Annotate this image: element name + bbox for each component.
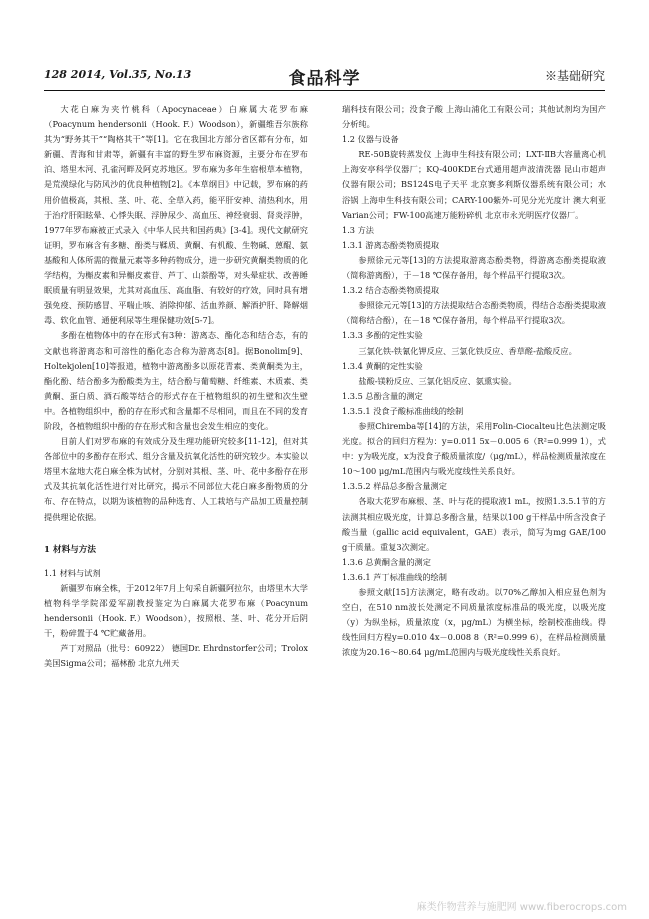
heading-1-3-1: 1.3.1 游离态酚类物质提取 <box>342 239 440 250</box>
heading-1-3-6-1: 1.3.6.1 芦丁标准曲线的绘制 <box>342 571 447 582</box>
header-rule <box>44 90 605 91</box>
page-header <box>44 66 605 88</box>
reagents-paragraph: 芦丁对照品（批号：60922） 德国Dr. Ehrdnstorfer公司；Trolox 美国Sigma公司；福林酚 北京九州天 <box>44 643 308 669</box>
paragraph-1-3-4: 盐酸-镁粉反应、三氯化铝反应、氨熏实验。 <box>358 375 517 386</box>
section-label: ※基础研究 <box>544 69 605 83</box>
intro-paragraph-2: 多酚在植物体中的存在形式有3种：游离态、酯化态和结合态，有的文献也将游离态和可溶性的酯化态合称为游离态[8]。据Bonolim[9]、Holtekjolen[10]等报道，植物中游离酚多以原花青素、类黄酮类为主，酯化酚、结合酚多为酚酸类为主，结合酚与葡萄糖、纤维素、木质素、类黄酮、蛋白质、酒石酸等结合的形式存在于植物组织的初生壁和次生壁中。各植物组织中，酚的存在形式和含量都不尽相同，而且在不同的发育阶段，各植物组织中酚的存在形式和含量也会发生相应的变化。 <box>44 330 308 431</box>
journal-title: 食品科学 <box>288 69 361 89</box>
instruments-paragraph: RE-50B旋转蒸发仪 上海申生科技有限公司；LXT-ⅡB大容量离心机 上海安亭科学仪器厂；KQ-400KDE台式通用超声波清洗器 昆山市超声仪器有限公司；BS124S电子天平 北京赛多利斯仪器系统有限公司；水浴锅 上海申生科技有限公司；CARY-100紫外-可见分光光度计 澳大利亚Varian公司；FW-100高速万能粉碎机 北京市永光明医疗仪器厂。 <box>342 149 606 220</box>
materials-paragraph: 新疆罗布麻全株，于2012年7月上旬采自新疆阿拉尔，由塔里木大学植物科学学院邵爱军副教授鉴定为白麻属大花罗布麻（Poacynum hendersonii（Hook. F.）Woodson），按照根、茎、叶、花分开后阴干，粉碎置于4 ℃贮藏备用。 <box>44 582 308 639</box>
right-column <box>342 102 606 660</box>
paragraph-1-3-6-1: 参照文献[15]方法测定，略有改动。以70%乙醇加入相应显色剂为空白，在510 nm波长处测定不同质量浓度标准品的吸光度，以吸光度（y）为纵坐标，质量浓度（x，μg/mL）为横坐标，绘制校准曲线。得线性回归方程y=0.010 4x－0.008 8（R²=0.999 6），在样品检测质量浓度为20.16～80.64 μg/mL范围内与吸光度线性关系良好。 <box>342 587 606 658</box>
heading-1-3-5: 1.3.5 总酚含量的测定 <box>342 390 423 401</box>
intro-paragraph-1: 大花白麻为夹竹桃科（Apocynaceae）白麻属大花罗布麻（Poacynum hendersonii（Hook. F.）Woodson），新疆维吾尔族称其为“野务其干”“陶格其干”等[1]。它在我国北方部分省区都有分布，如新疆、青海和甘肃等，新疆有丰富的野生罗布麻资源，主要分布在罗布泊、塔里木河、孔雀河畔及阿克苏地区。罗布麻为多年生宿根草本植物，是荒漠绿化与防风沙的优良种植物[2]。《本草纲目》中记载，罗布麻的药用价值极高，其根、茎、叶、花、全草入药，能平肝安神、清热利水，用于治疗肝阳眩晕、心悸失眠、浮肿尿少、高血压、神经衰弱、肾炎浮肿，1977年罗布麻被正式录入《中华人民共和国药典》[3-4]。现代文献研究证明，罗布麻含有多糖、酚类与鞣质、黄酮、有机酸、生物碱、蒽醌、氨基酸和人体所需的微量元素等多种药物成分，进一步研究黄酮类物质的化学结构，为槲皮素和异槲皮素苷、芦丁、山萘酚等，对头晕症状、改善睡眠质量有明显效果，尤其对高血压、高血脂、有较好的疗效，同时具有增强免疫、预防感冒、平喘止咳、消除抑郁、活血养颜、解酒护肝、降解烟毒、软化血管、通便利尿等生理保健功效[5-7]。 <box>44 104 308 326</box>
heading-1-3-5-2: 1.3.5.2 样品总多酚含量测定 <box>342 481 447 492</box>
paragraph-1-3-5-2: 各取大花罗布麻根、茎、叶与花的提取液1 mL，按照1.3.5.1节的方法测其相应吸光度，计算总多酚含量，结果以100 g干样品中所含没食子酸当量（gallic acid equivalent，GAE）表示，简写为mg GAE/100 g干质量。重复3次测定。 <box>342 496 606 552</box>
heading-1-3-3: 1.3.3 多酚的定性实验 <box>342 330 423 341</box>
heading-1-3-4: 1.3.4 黄酮的定性实验 <box>342 360 423 371</box>
paragraph-1-3-1: 参照徐元元等[13]的方法提取游离态酚类物，得游离态酚类提取液（简称游离酚），于－18 ℃保存备用，每个样品平行提取3次。 <box>342 254 606 281</box>
paragraph-1-3-5-1: 参照Chiremba等[14]的方法，采用Folin-Ciocalteu比色法测定吸光度。拟合的回归方程为：y=0.011 5x－0.005 6（R²=0.999 1），式中：y为吸光度，x为没食子酸质量浓度/（μg/mL），样品检测质量浓度在10～100 μg/mL范围内与吸光度线性关系良好。 <box>342 420 606 477</box>
paragraph-1-3-2: 参照徐元元等[13]的方法提取结合态酚类物质，得结合态酚类提取液（简称结合酚），在－18 ℃保存备用，每个样品平行提取3次。 <box>342 300 606 326</box>
subsection-heading-1-1: 1.1 材料与试剂 <box>44 567 101 578</box>
heading-1-3-5-1: 1.3.5.1 没食子酸标准曲线的绘制 <box>342 405 464 416</box>
heading-1-3-6: 1.3.6 总黄酮含量的测定 <box>342 556 431 567</box>
subsection-heading-1-2: 1.2 仪器与设备 <box>342 134 399 145</box>
section-heading-1: 1 材料与方法 <box>44 544 96 555</box>
heading-1-3-2: 1.3.2 结合态酚类物质提取 <box>342 285 440 296</box>
intro-paragraph-3: 目前人们对罗布麻的有效成分及生理功能研究较多[11-12]，但对其各部位中的多酚存在形式、组分含量及抗氧化活性的研究较少。本实验以塔里木盆地大花白麻全株为试材，分别对其根、茎、叶、花中多酚存在形式及其抗氧化活性进行对比研究，揭示不同部位大花白麻多酚物质的分布、存在特点，以期为该植物的品种选育、人工栽培与产品加工质量控制提供理论依据。 <box>44 436 308 522</box>
reagents-continued: 瑞科技有限公司；没食子酸 上海山浦化工有限公司；其他试剂均为国产分析纯。 <box>342 104 606 130</box>
watermark-text: 麻类作物营养与施肥网 www.fiberocrops.com <box>416 902 627 913</box>
left-column <box>44 102 308 671</box>
paragraph-1-3-3: 三氯化铁-铁氰化钾反应、三氯化铁反应、香草醛-盐酸反应。 <box>358 345 577 356</box>
page-number-volume: 128 2014, Vol.35, No.13 <box>44 68 192 81</box>
subsection-heading-1-3: 1.3 方法 <box>342 224 374 235</box>
